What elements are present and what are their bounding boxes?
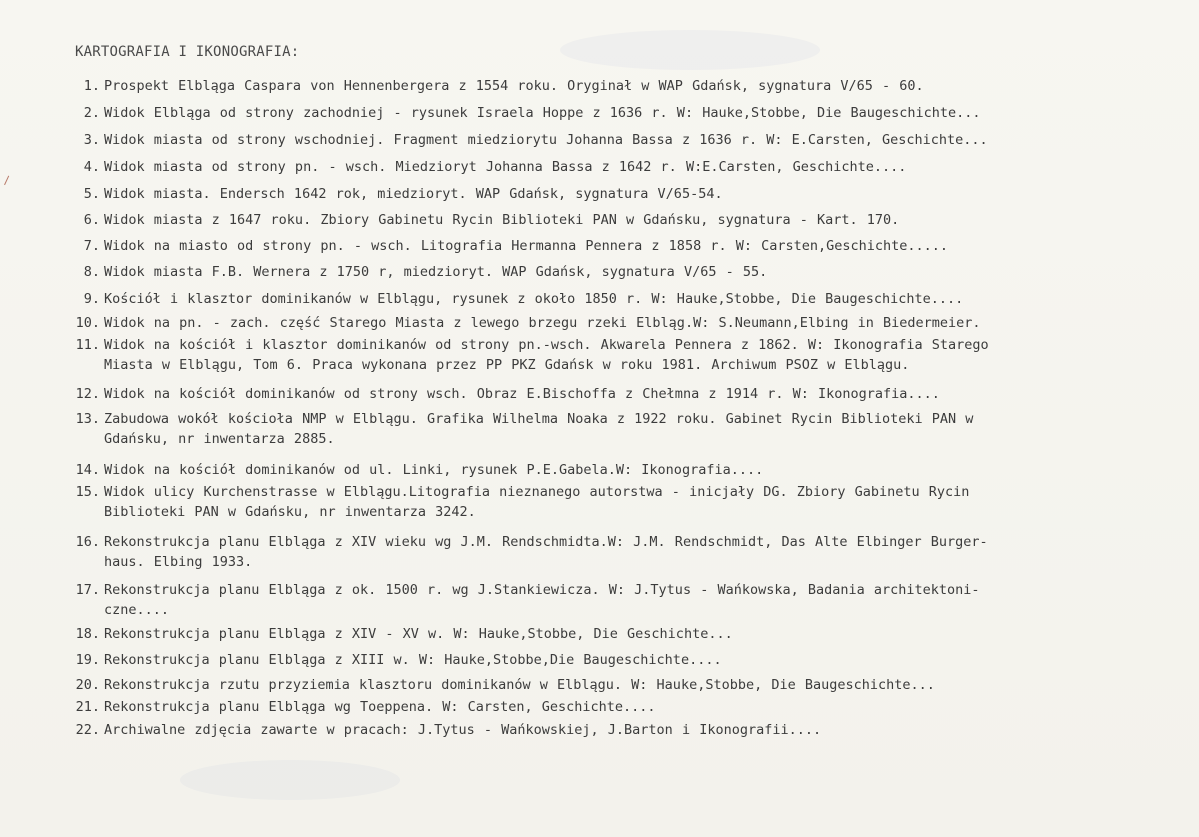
item-text: Widok miasta F.B. Wernera z 1750 r, miedzioryt. WAP Gdańsk, sygnatura V/65 - 55. (104, 264, 768, 280)
item-number: 6. (83, 212, 100, 228)
item-text: Widok na pn. - zach. część Starego Miasta z lewego brzegu rzeki Elbląg.W: S.Neumann,Elbing in Biedermeier. (104, 315, 981, 331)
item-number: 20. (75, 677, 100, 693)
item-number: 13. (75, 411, 100, 427)
item-text: Widok na kościół dominikanów od ul. Linki, rysunek P.E.Gabela.W: Ikonografia.... (104, 462, 764, 478)
item-number: 22. (75, 722, 100, 738)
item-number: 5. (83, 186, 100, 202)
item-number: 14. (75, 462, 100, 478)
item-number: 1. (83, 78, 100, 94)
item-text: Widok Elbląga od strony zachodniej - rysunek Israela Hoppe z 1636 r. W: Hauke,Stobbe, Die Baugeschichte... (104, 105, 981, 121)
item-number: 9. (83, 291, 100, 307)
item-text: Rekonstrukcja planu Elbląga z XIV - XV w. W: Hauke,Stobbe, Die Geschichte... (104, 626, 733, 642)
item-number: 3. (83, 132, 100, 148)
item-number: 7. (83, 238, 100, 254)
item-text: Rekonstrukcja planu Elbląga z ok. 1500 r. wg J.Stankiewicza. W: J.Tytus - Wańkowska, Badania architektoni- czne.... (104, 582, 980, 618)
item-text: Widok miasta. Endersch 1642 rok, miedzioryt. WAP Gdańsk, sygnatura V/65-54. (104, 186, 723, 202)
item-text: Widok miasta od strony wschodniej. Fragment miedziorytu Johanna Bassa z 1636 r. W: E.Carsten, Geschichte... (104, 132, 988, 148)
item-text: Widok na kościół i klasztor dominikanów od strony pn.-wsch. Akwarela Pennera z 1862. W: Ikonografia Starego Miasta w Elblągu, Tom 6. Praca wykonana przez PP PKZ Gdańsk w roku 1981. Archiwum PSOZ w Elblągu. (104, 337, 989, 373)
item-text: Rekonstrukcja planu Elbląga wg Toeppena. W: Carsten, Geschichte.... (104, 699, 656, 715)
item-number: 10. (75, 315, 100, 331)
item-text: Widok ulicy Kurchenstrasse w Elblągu.Litografia nieznanego autorstwa - inicjały DG. Zbiory Gabinetu Rycin Biblioteki PAN w Gdańsku, nr inwentarza 3242. (104, 484, 970, 520)
item-text: Prospekt Elbląga Caspara von Hennenbergera z 1554 roku. Oryginał w WAP Gdańsk, sygnatura V/65 - 60. (104, 78, 924, 94)
item-text: Rekonstrukcja planu Elbląga z XIII w. W: Hauke,Stobbe,Die Baugeschichte.... (104, 652, 722, 668)
item-number: 18. (75, 626, 100, 642)
item-number: 12. (75, 386, 100, 402)
item-text: Widok miasta od strony pn. - wsch. Miedzioryt Johanna Bassa z 1642 r. W:E.Carsten, Geschichte.... (104, 159, 907, 175)
item-number: 19. (75, 652, 100, 668)
item-text: Widok miasta z 1647 roku. Zbiory Gabinetu Rycin Biblioteki PAN w Gdańsku, sygnatura - Kart. 170. (104, 212, 900, 228)
item-text: Widok na kościół dominikanów od strony wsch. Obraz E.Bischoffa z Chełmna z 1914 r. W: Ikonografia.... (104, 386, 940, 402)
item-number: 2. (83, 105, 100, 121)
item-number: 8. (83, 264, 100, 280)
item-text: Widok na miasto od strony pn. - wsch. Litografia Hermanna Pennera z 1858 r. W: Carsten,Geschichte..... (104, 238, 949, 254)
item-number: 16. (75, 534, 100, 550)
item-number: 21. (75, 699, 100, 715)
item-text: Zabudowa wokół kościoła NMP w Elblągu. Grafika Wilhelma Noaka z 1922 roku. Gabinet Rycin Biblioteki PAN w Gdańsku, nr inwentarza 2885. (104, 411, 974, 447)
item-text: Rekonstrukcja planu Elbląga z XIV wieku wg J.M. Rendschmidta.W: J.M. Rendschmidt, Das Alte Elbinger Burger- haus. Elbing 1933. (104, 534, 988, 570)
item-text: Rekonstrukcja rzutu przyziemia klasztoru dominikanów w Elblągu. W: Hauke,Stobbe, Die Baugeschichte... (104, 677, 935, 693)
item-number: 11. (75, 337, 100, 353)
item-text: Archiwalne zdjęcia zawarte w pracach: J.Tytus - Wańkowskiej, J.Barton i Ikonografii.... (104, 722, 822, 738)
page-heading: KARTOGRAFIA I IKONOGRAFIA: (75, 44, 300, 60)
paper-stain (180, 760, 400, 800)
item-text: Kościół i klasztor dominikanów w Elblągu, rysunek z około 1850 r. W: Hauke,Stobbe, Die Baugeschichte.... (104, 291, 964, 307)
pen-mark (4, 176, 12, 187)
item-number: 4. (83, 159, 100, 175)
paper-stain (560, 30, 820, 70)
item-number: 17. (75, 582, 100, 598)
item-number: 15. (75, 484, 100, 500)
